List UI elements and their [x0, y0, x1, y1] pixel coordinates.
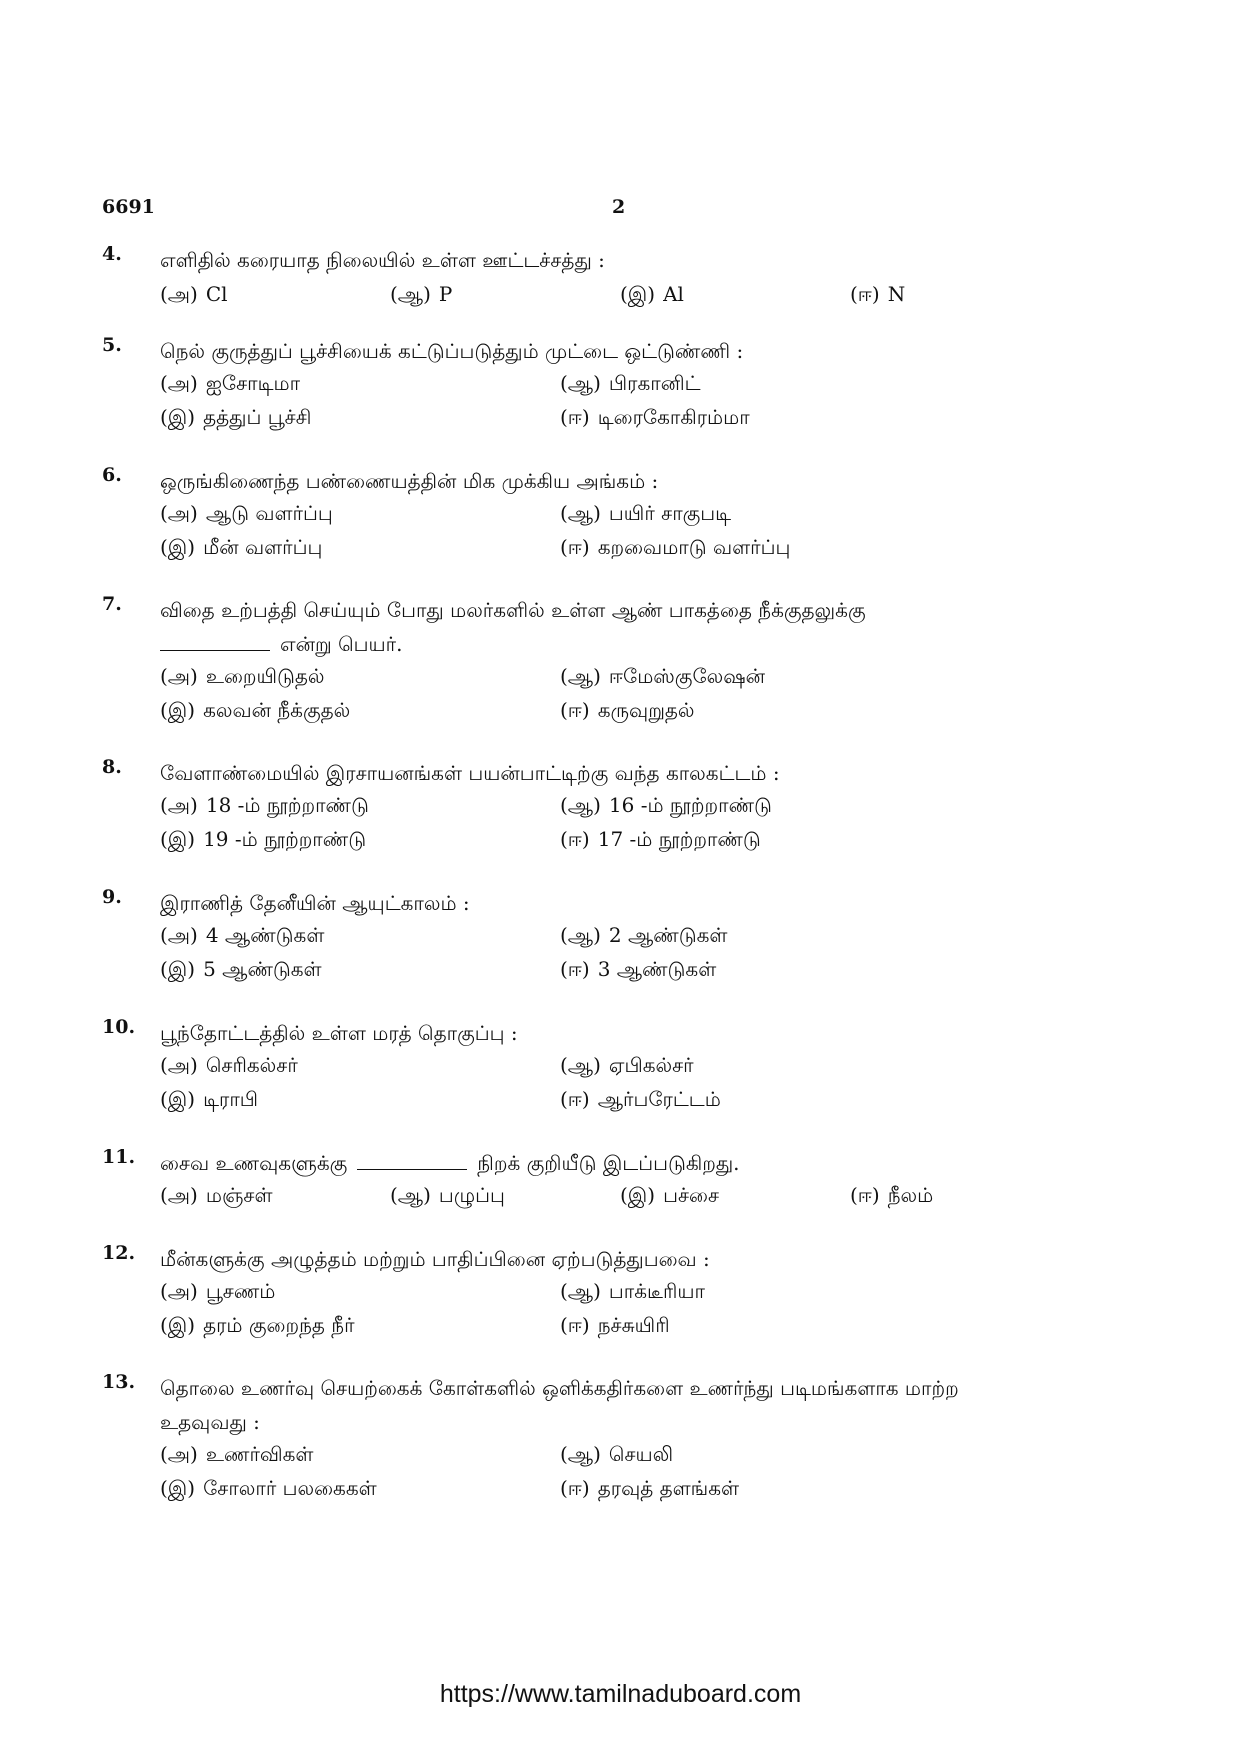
option-label: (இ): [160, 1476, 196, 1500]
option-label: (ஆ): [560, 664, 601, 688]
question-text-cont: என்று பெயர்.: [280, 632, 403, 656]
option-label: (ஈ): [560, 827, 590, 851]
option-text: டிரைகோகிரம்மா: [597, 405, 750, 429]
option-a: [160, 279, 228, 309]
option-d: [560, 532, 790, 562]
option-text: 16 -ம் நூற்றாண்டு: [608, 793, 772, 817]
option-text: 17 -ம் நூற்றாண்டு: [597, 827, 761, 851]
option-a: [160, 920, 324, 950]
option-c: [160, 402, 311, 432]
option-text: கறவைமாடு வளர்ப்பு: [597, 535, 791, 559]
question-number: 7.: [102, 593, 122, 615]
option-c: [160, 1310, 355, 1340]
option-label: (ஈ): [560, 1087, 590, 1111]
option-label: (ஆ): [560, 371, 601, 395]
option-text: டிராபி: [203, 1087, 259, 1111]
option-text: நீலம்: [887, 1183, 934, 1207]
question-text-line1: தொலை உணர்வு செயற்கைக் கோள்களில் ஒளிக்கதிர்களை உணர்ந்து படிமங்களாக மாற்ற: [160, 1376, 959, 1400]
option-label: (இ): [160, 698, 196, 722]
option-c: [160, 532, 322, 562]
option-label: (அ): [160, 1442, 198, 1466]
option-b: [560, 661, 765, 691]
option-text: 2 ஆண்டுகள்: [608, 923, 728, 947]
option-c: [620, 279, 684, 309]
option-d: [560, 1473, 739, 1503]
option-text: 5 ஆண்டுகள்: [203, 957, 322, 981]
option-text: ஈமேஸ்குலேஷன்: [608, 664, 766, 688]
option-b: [560, 1276, 705, 1306]
option-text: P: [438, 282, 453, 306]
question-number: 9.: [102, 886, 122, 908]
option-label: (அ): [160, 282, 198, 306]
option-text: பச்சை: [663, 1183, 720, 1207]
option-text: ஐசோடிமா: [205, 371, 301, 395]
question-text: பூந்தோட்டத்தில் உள்ள மரத் தொகுப்பு :: [160, 1021, 518, 1045]
option-label: (ஈ): [560, 1476, 590, 1500]
option-label: (ஆ): [390, 1183, 431, 1207]
question-text: நெல் குருத்துப் பூச்சியைக் கட்டுப்படுத்தும் முட்டை ஒட்டுண்ணி :: [160, 339, 744, 363]
option-text: நச்சுயிரி: [597, 1313, 670, 1337]
option-d: [850, 279, 905, 309]
question-text: [160, 593, 1100, 661]
option-text: தரவுத் தளங்கள்: [597, 1476, 740, 1500]
question-text-line2: [160, 627, 1100, 661]
question-text: எளிதில் கரையாத நிலையில் உள்ள ஊட்டச்சத்து :: [160, 248, 605, 272]
option-b: [560, 790, 772, 820]
option-label: (ஈ): [850, 282, 880, 306]
option-b: [560, 368, 701, 398]
question-text: மீன்களுக்கு அழுத்தம் மற்றும் பாதிப்பினை ஏற்படுத்துபவை :: [160, 1247, 710, 1271]
option-a: [160, 1276, 275, 1306]
option-b: [390, 1180, 505, 1210]
option-text: பிரகானிட்: [608, 371, 701, 395]
option-label: (ஈ): [560, 698, 590, 722]
option-label: (ஈ): [560, 535, 590, 559]
option-text: உறையிடுதல்: [205, 664, 325, 688]
question-text: இராணித் தேனீயின் ஆயுட்காலம் :: [160, 891, 470, 915]
option-d: [560, 1084, 721, 1114]
option-label: (ஈ): [560, 957, 590, 981]
option-text: பாக்டீரியா: [608, 1279, 705, 1303]
option-label: (அ): [160, 371, 198, 395]
option-label: (ஆ): [560, 1442, 601, 1466]
option-label: (இ): [620, 1183, 656, 1207]
answer-blank: [160, 632, 270, 651]
question-text-start: சைவ உணவுகளுக்கு: [160, 1151, 348, 1175]
option-text: உணர்விகள்: [205, 1442, 314, 1466]
option-label: (ஈ): [560, 405, 590, 429]
option-label: (அ): [160, 664, 198, 688]
option-label: (ஈ): [560, 1313, 590, 1337]
page-header: [102, 196, 1142, 226]
question-number: 8.: [102, 756, 122, 778]
option-label: (ஆ): [390, 282, 431, 306]
option-b: [560, 1439, 673, 1469]
question-text: [160, 1146, 1100, 1180]
option-c: [160, 824, 366, 854]
option-a: [160, 1180, 273, 1210]
option-text: N: [887, 282, 906, 306]
option-b: [560, 1050, 694, 1080]
option-text: 19 -ம் நூற்றாண்டு: [203, 827, 367, 851]
option-text: கலவன் நீக்குதல்: [203, 698, 351, 722]
option-d: [850, 1180, 933, 1210]
footer-url: https://www.tamilnaduboard.com: [439, 1680, 802, 1708]
option-text: ஏபிகல்சர்: [608, 1053, 694, 1077]
option-label: (இ): [160, 1087, 196, 1111]
option-text: செயலி: [608, 1442, 674, 1466]
option-label: (அ): [160, 501, 198, 525]
option-c: [160, 695, 350, 725]
option-label: (அ): [160, 1053, 198, 1077]
question-number: 6.: [102, 464, 122, 486]
option-text: கருவுறுதல்: [597, 698, 695, 722]
option-a: [160, 1050, 298, 1080]
question-text-end: நிறக் குறியீடு இடப்படுகிறது.: [477, 1151, 740, 1175]
answer-blank: [357, 1151, 467, 1170]
paper-code: 6691: [102, 196, 155, 218]
question-number: 4.: [102, 243, 122, 265]
question-number: 12.: [102, 1242, 136, 1264]
option-d: [560, 402, 750, 432]
option-text: சோலார் பலகைகள்: [203, 1476, 377, 1500]
option-label: (இ): [160, 1313, 196, 1337]
option-text: மஞ்சள்: [205, 1183, 273, 1207]
option-a: [160, 1439, 313, 1469]
option-label: (ஈ): [850, 1183, 880, 1207]
question-text-line1: விதை உற்பத்தி செய்யும் போது மலர்களில் உள்ள ஆண் பாகத்தை நீக்குதலுக்கு: [160, 598, 866, 622]
option-label: (ஆ): [560, 501, 601, 525]
option-text: தத்துப் பூச்சி: [203, 405, 312, 429]
option-text: செரிகல்சர்: [205, 1053, 298, 1077]
option-text: பழுப்பு: [438, 1183, 505, 1207]
option-label: (இ): [160, 405, 196, 429]
option-d: [560, 695, 695, 725]
option-b: [560, 920, 727, 950]
question-text: வேளாண்மையில் இரசாயனங்கள் பயன்பாட்டிற்கு வந்த காலகட்டம் :: [160, 761, 780, 785]
option-d: [560, 954, 716, 984]
option-a: [160, 498, 333, 528]
question-number: 11.: [102, 1146, 136, 1168]
option-text: பூசணம்: [205, 1279, 276, 1303]
option-b: [390, 279, 452, 309]
option-c: [160, 1473, 377, 1503]
option-label: (இ): [160, 535, 196, 559]
option-b: [560, 498, 731, 528]
option-text: Al: [663, 282, 684, 306]
option-text: 3 ஆண்டுகள்: [597, 957, 717, 981]
option-label: (அ): [160, 1279, 198, 1303]
option-text: Cl: [205, 282, 228, 306]
page-number: 2: [612, 196, 626, 218]
option-text: மீன் வளர்ப்பு: [203, 535, 323, 559]
question-number: 10.: [102, 1016, 136, 1038]
option-label: (அ): [160, 923, 198, 947]
option-c: [160, 1084, 258, 1114]
option-label: (இ): [160, 957, 196, 981]
option-c: [160, 954, 322, 984]
question-text: ஒருங்கிணைந்த பண்ணையத்தின் மிக முக்கிய அங்கம் :: [160, 469, 659, 493]
question-number: 13.: [102, 1371, 136, 1393]
option-text: 4 ஆண்டுகள்: [205, 923, 325, 947]
question-text-line2: உதவுவது :: [160, 1410, 260, 1434]
option-label: (ஆ): [560, 1279, 601, 1303]
option-d: [560, 824, 761, 854]
option-a: [160, 661, 325, 691]
option-label: (அ): [160, 1183, 198, 1207]
option-a: [160, 790, 369, 820]
option-c: [620, 1180, 719, 1210]
option-label: (ஆ): [560, 1053, 601, 1077]
option-label: (இ): [160, 827, 196, 851]
option-d: [560, 1310, 670, 1340]
question-text: [160, 1371, 1100, 1439]
option-text: ஆர்பரேட்டம்: [597, 1087, 721, 1111]
option-label: (ஆ): [560, 793, 601, 817]
option-text: பயிர் சாகுபடி: [608, 501, 732, 525]
option-a: [160, 368, 300, 398]
option-label: (இ): [620, 282, 656, 306]
question-number: 5.: [102, 334, 122, 356]
option-text: ஆடு வளர்ப்பு: [205, 501, 333, 525]
option-text: தரம் குறைந்த நீர்: [203, 1313, 355, 1337]
option-label: (ஆ): [560, 923, 601, 947]
option-label: (அ): [160, 793, 198, 817]
option-text: 18 -ம் நூற்றாண்டு: [205, 793, 369, 817]
